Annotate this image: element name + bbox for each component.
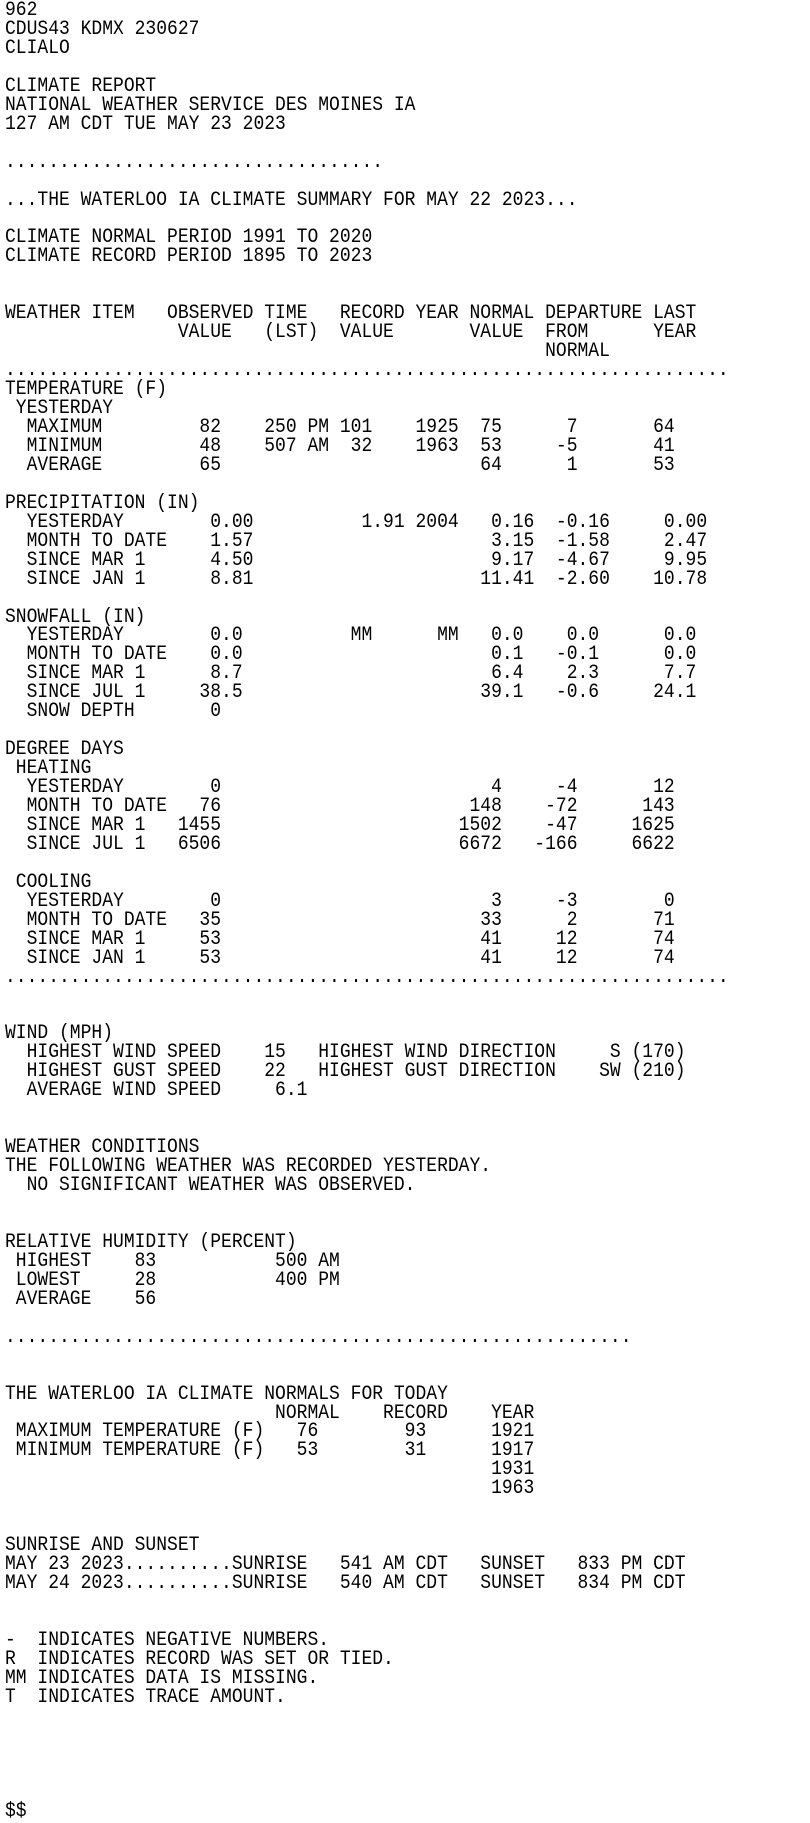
report-line: ................................................................... — [5, 965, 729, 989]
report-line — [5, 1101, 729, 1120]
report-line: SINCE JAN 1 53 41 12 74 — [5, 946, 675, 970]
report-line: MAXIMUM 82 250 PM 101 1925 75 7 64 — [5, 415, 675, 439]
report-line: .......................................................... — [5, 1325, 632, 1349]
report-line: CLIMATE RECORD PERIOD 1895 TO 2023 — [5, 245, 373, 269]
climate-report-text — [5, 2, 729, 1822]
report-line — [5, 1708, 729, 1727]
report-line: YESTERDAY 0 4 -4 12 — [5, 776, 675, 800]
report-line — [5, 1499, 729, 1518]
report-line: PRECIPITATION (IN) — [5, 491, 200, 515]
report-line: YESTERDAY 0 3 -3 0 — [5, 889, 675, 913]
report-line: VALUE (LST) VALUE VALUE FROM YEAR — [5, 321, 697, 345]
report-line: SINCE MAR 1 8.7 6.4 2.3 7.7 — [5, 662, 697, 686]
report-line: CLIMATE REPORT — [5, 74, 157, 98]
report-line: SUNRISE AND SUNSET — [5, 1534, 200, 1558]
report-line — [5, 1784, 729, 1803]
report-line: HIGHEST GUST SPEED 22 HIGHEST GUST DIRECTION SW (210) — [5, 1060, 686, 1084]
report-line — [5, 1196, 729, 1215]
report-line — [5, 267, 729, 286]
report-line: HEATING — [5, 757, 92, 781]
report-line: SINCE MAR 1 4.50 9.17 -4.67 9.95 — [5, 548, 708, 572]
report-line: SINCE JUL 1 38.5 39.1 -0.6 24.1 — [5, 681, 697, 705]
report-line: ................................... — [5, 150, 384, 174]
report-line: DEGREE DAYS — [5, 738, 124, 762]
report-line — [5, 1594, 729, 1613]
report-line: $$ — [5, 1799, 27, 1823]
report-line — [5, 1727, 729, 1746]
report-line — [5, 855, 729, 874]
report-line: AVERAGE WIND SPEED 6.1 — [5, 1079, 308, 1103]
report-line: COOLING — [5, 870, 92, 894]
report-line: MONTH TO DATE 0.0 0.1 -0.1 0.0 — [5, 643, 697, 667]
report-line — [5, 1746, 729, 1765]
report-line: R INDICATES RECORD WAS SET OR TIED. — [5, 1647, 394, 1671]
report-line: MAY 23 2023..........SUNRISE 541 AM CDT SUNSET 833 PM CDT — [5, 1553, 686, 1577]
report-line: 127 AM CDT TUE MAY 23 2023 — [5, 112, 286, 136]
report-line: LOWEST 28 400 PM — [5, 1268, 340, 1292]
report-line: NO SIGNIFICANT WEATHER WAS OBSERVED. — [5, 1174, 416, 1198]
report-line: SINCE MAR 1 53 41 12 74 — [5, 927, 675, 951]
report-line: WEATHER ITEM OBSERVED TIME RECORD YEAR NORMAL DEPARTURE LAST — [5, 302, 697, 326]
report-line: NORMAL — [5, 340, 610, 364]
report-line: YESTERDAY 0.0 MM MM 0.0 0.0 0.0 — [5, 624, 697, 648]
report-line: YESTERDAY 0.00 1.91 2004 0.16 -0.16 0.00 — [5, 510, 708, 534]
report-line: YESTERDAY — [5, 397, 114, 421]
report-line: CDUS43 KDMX 230627 — [5, 17, 200, 41]
report-line: MONTH TO DATE 1.57 3.15 -1.58 2.47 — [5, 529, 708, 553]
report-line: HIGHEST 83 500 AM — [5, 1249, 340, 1273]
report-line: WEATHER CONDITIONS — [5, 1136, 200, 1160]
report-line: HIGHEST WIND SPEED 15 HIGHEST WIND DIRECTION S (170) — [5, 1041, 686, 1065]
report-line: SINCE JAN 1 8.81 11.41 -2.60 10.78 — [5, 567, 708, 591]
report-line: THE WATERLOO IA CLIMATE NORMALS FOR TODAY — [5, 1382, 448, 1406]
report-line: ...THE WATERLOO IA CLIMATE SUMMARY FOR MAY 22 2023... — [5, 188, 578, 212]
report-line: SINCE JUL 1 6506 6672 -166 6622 — [5, 832, 675, 856]
report-line: RELATIVE HUMIDITY (PERCENT) — [5, 1230, 297, 1254]
report-line: WIND (MPH) — [5, 1022, 114, 1046]
report-line: AVERAGE 65 64 1 53 — [5, 453, 675, 477]
report-line: MAXIMUM TEMPERATURE (F) 76 93 1921 — [5, 1420, 535, 1444]
report-line: 962 — [5, 0, 38, 22]
report-line — [5, 1007, 729, 1026]
report-line: T INDICATES TRACE AMOUNT. — [5, 1685, 286, 1709]
report-line: MONTH TO DATE 35 33 2 71 — [5, 908, 675, 932]
report-line: TEMPERATURE (F) — [5, 378, 168, 402]
report-line: SNOW DEPTH 0 — [5, 700, 222, 724]
report-line: MINIMUM TEMPERATURE (F) 53 31 1917 — [5, 1439, 535, 1463]
report-line: SINCE MAR 1 1455 1502 -47 1625 — [5, 813, 675, 837]
report-line — [5, 988, 729, 1007]
report-line: 1931 — [5, 1458, 535, 1482]
report-line: - INDICATES NEGATIVE NUMBERS. — [5, 1628, 330, 1652]
report-line — [5, 1348, 729, 1367]
report-line: CLIMATE NORMAL PERIOD 1991 TO 2020 — [5, 226, 373, 250]
report-line: 1963 — [5, 1477, 535, 1501]
report-line: MAY 24 2023..........SUNRISE 540 AM CDT SUNSET 834 PM CDT — [5, 1572, 686, 1596]
report-line: NORMAL RECORD YEAR — [5, 1401, 535, 1425]
report-line — [5, 1765, 729, 1784]
report-line: MM INDICATES DATA IS MISSING. — [5, 1666, 319, 1690]
report-line: CLIALO — [5, 36, 70, 60]
report-line: THE FOLLOWING WEATHER WAS RECORDED YESTERDAY. — [5, 1155, 492, 1179]
report-line: AVERAGE 56 — [5, 1287, 157, 1311]
report-line: SNOWFALL (IN) — [5, 605, 146, 629]
report-line: ................................................................... — [5, 359, 729, 383]
report-line: NATIONAL WEATHER SERVICE DES MOINES IA — [5, 93, 416, 117]
report-line: MINIMUM 48 507 AM 32 1963 53 -5 41 — [5, 434, 675, 458]
report-line: MONTH TO DATE 76 148 -72 143 — [5, 795, 675, 819]
